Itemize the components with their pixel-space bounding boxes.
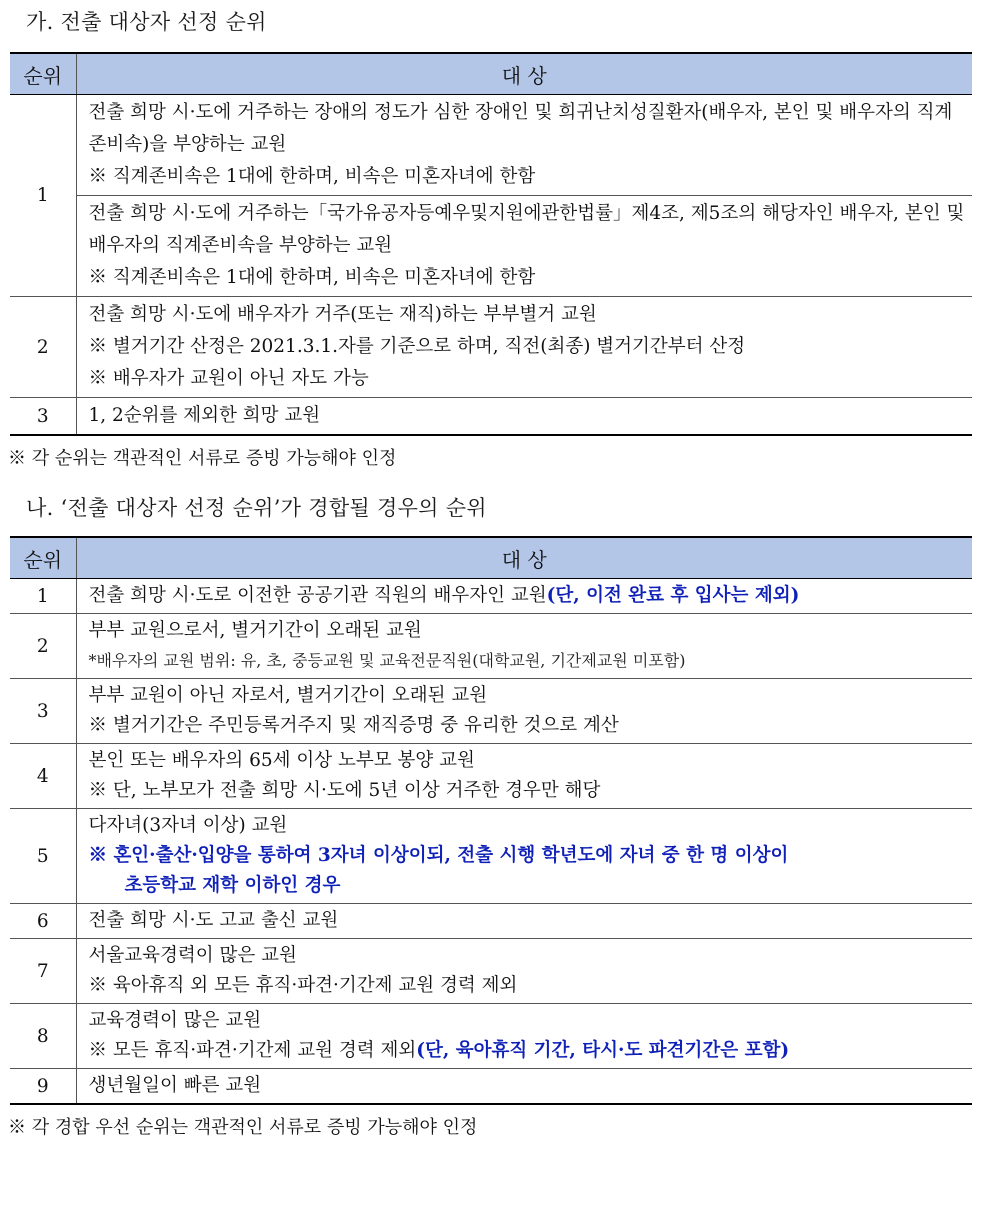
rank-cell: 3 — [10, 679, 76, 744]
target-cell — [76, 809, 972, 904]
target-text: 본인 또는 배우자의 65세 이상 노부모 봉양 교원 — [88, 750, 475, 771]
target-note: ※ 직계존비속은 1대에 한하며, 비속은 미혼자녀에 한함 — [88, 166, 536, 187]
target-text: 전출 희망 시·도로 이전한 공공기관 직원의 배우자인 교원 — [88, 585, 547, 606]
target-text: 다자녀(3자녀 이상) 교원 — [88, 815, 288, 836]
table-row — [10, 1069, 972, 1105]
target-exception: (단, 이전 완료 후 입사는 제외) — [546, 585, 800, 606]
target-cell — [76, 744, 972, 809]
target-note: ※ 별거기간 산정은 2021.3.1.자를 기준으로 하며, 직전(최종) 별거기간부터 산정 — [88, 336, 746, 357]
target-note: ※ 단, 노부모가 전출 희망 시·도에 5년 이상 거주한 경우만 해당 — [88, 780, 601, 801]
target-cell — [76, 614, 972, 679]
table-row — [10, 579, 972, 614]
section-a-footnote: ※ 각 순위는 객관적인 서류로 증빙 가능해야 인정 — [8, 448, 397, 469]
target-exception: (단, 육아휴직 기간, 타시·도 파견기간은 포함) — [416, 1040, 790, 1061]
rank-cell: 5 — [10, 809, 76, 904]
rank-cell: 1 — [10, 579, 76, 614]
target-cell — [76, 679, 972, 744]
transfer-priority-table — [10, 52, 972, 436]
target-header: 대 상 — [76, 537, 972, 579]
section-a-heading: 가. 전출 대상자 선정 순위 — [26, 10, 267, 34]
table-row — [10, 809, 972, 904]
target-cell — [76, 904, 972, 939]
target-text: 전출 희망 시·도에 배우자가 거주(또는 재직)하는 부부별거 교원 — [88, 304, 597, 325]
target-cell — [76, 95, 972, 196]
section-b-heading: 나. ‘전출 대상자 선정 순위’가 경합될 경우의 순위 — [26, 496, 487, 520]
table-row — [10, 744, 972, 809]
target-note: ※ 직계존비속은 1대에 한하며, 비속은 미혼자녀에 한함 — [88, 267, 536, 288]
table-row — [10, 614, 972, 679]
rank-cell: 1 — [10, 95, 76, 297]
target-text: 전출 희망 시·도에 거주하는 장애의 정도가 심한 장애인 및 희귀난치성질환자(배우자, 본인 및 배우자의 직계존비속)을 부양하는 교원 — [88, 102, 953, 155]
rank-cell: 2 — [10, 614, 76, 679]
rank-cell: 9 — [10, 1069, 76, 1105]
table-row — [10, 904, 972, 939]
target-text: 부부 교원으로서, 별거기간이 오래된 교원 — [88, 620, 422, 641]
tie-break-priority-table — [10, 536, 972, 1105]
rank-header: 순위 — [10, 53, 76, 95]
target-text: 1, 2순위를 제외한 희망 교원 — [88, 405, 321, 426]
target-cell — [76, 196, 972, 297]
rank-cell: 2 — [10, 297, 76, 398]
rank-header: 순위 — [10, 537, 76, 579]
section-b-footnote: ※ 각 경합 우선 순위는 객관적인 서류로 증빙 가능해야 인정 — [8, 1117, 478, 1138]
table-row — [10, 1004, 972, 1069]
target-text: 서울교육경력이 많은 교원 — [88, 945, 297, 966]
target-header: 대 상 — [76, 53, 972, 95]
table-header-row — [10, 53, 972, 95]
target-note: ※ 배우자가 교원이 아닌 자도 가능 — [88, 368, 369, 389]
target-text: 전출 희망 시·도 고교 출신 교원 — [88, 910, 339, 931]
target-cell — [76, 297, 972, 398]
rank-cell: 4 — [10, 744, 76, 809]
table-row — [10, 297, 972, 398]
target-cell — [76, 1069, 972, 1105]
table-row — [10, 398, 972, 436]
target-text: 생년월일이 빠른 교원 — [88, 1075, 262, 1096]
target-condition-cont: 초등학교 재학 이하인 경우 — [124, 875, 341, 896]
target-note: ※ 별거기간은 주민등록거주지 및 재직증명 중 유리한 것으로 계산 — [88, 715, 619, 736]
target-note: ※ 육아휴직 외 모든 휴직·파견·기간제 교원 경력 제외 — [88, 975, 518, 996]
target-text: 부부 교원이 아닌 자로서, 별거기간이 오래된 교원 — [88, 685, 488, 706]
target-note: *배우자의 교원 범위: 유, 초, 중등교원 및 교육전문직원(대학교원, 기간제교원 미포함) — [88, 651, 686, 670]
target-cell — [76, 398, 972, 436]
target-text: 전출 희망 시·도에 거주하는「국가유공자등예우및지원에관한법률」제4조, 제5조의 해당자인 배우자, 본인 및 배우자의 직계존비속을 부양하는 교원 — [88, 203, 965, 256]
rank-cell: 6 — [10, 904, 76, 939]
table-row — [10, 95, 972, 196]
target-cell — [76, 939, 972, 1004]
table-row — [10, 679, 972, 744]
target-note: ※ 모든 휴직·파견·기간제 교원 경력 제외 — [88, 1040, 417, 1061]
rank-cell: 7 — [10, 939, 76, 1004]
rank-cell: 8 — [10, 1004, 76, 1069]
table-row — [10, 939, 972, 1004]
target-cell — [76, 579, 972, 614]
table-header-row — [10, 537, 972, 579]
target-text: 교육경력이 많은 교원 — [88, 1010, 262, 1031]
target-condition: ※ 혼인·출산·입양을 통하여 3자녀 이상이되, 전출 시행 학년도에 자녀 중 한 명 이상이 — [88, 845, 789, 866]
target-cell — [76, 1004, 972, 1069]
table-row — [10, 196, 972, 297]
rank-cell: 3 — [10, 398, 76, 436]
